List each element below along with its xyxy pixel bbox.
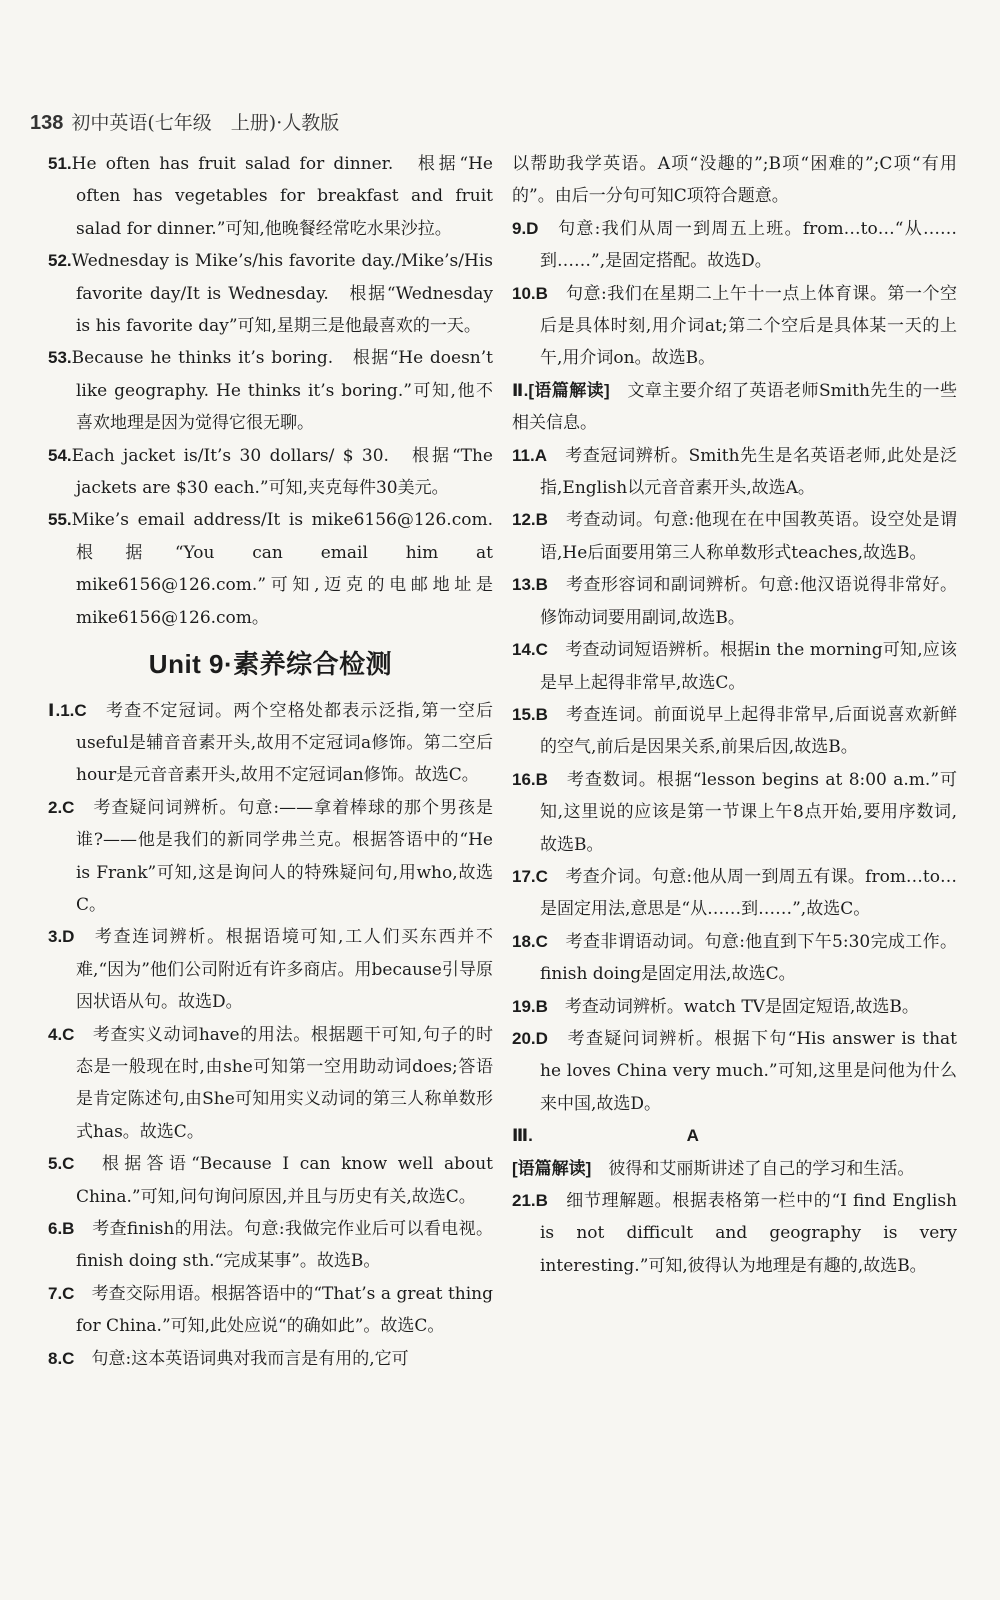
answer-item: 8.C 句意:这本英语词典对我而言是有用的,它可 [48,1348,409,1369]
answer-item: 7.C 考查交际用语。根据答语中的“That’s a great thing for China.”可知,此处应说“的确如此”。故选C。 [48,1283,494,1337]
answer-item: 16.B 考查数词。根据“lesson begins at 8:00 a.m.”可知,这里说的应该是第一节课上午8点开始,要用序数词,故选B。 [512,769,957,855]
right-column [512,148,957,1282]
section-iii-heading: Ⅲ. A [512,1120,957,1152]
page-number: 138 [30,112,64,134]
answer-item: 17.C 考查介词。句意:他从周一到周五有课。from…to…是固定用法,意思是“从……到……”,故选C。 [512,866,958,920]
answer-item: Ⅰ.1.C 考查不定冠词。两个空格处都表示泛指,第一空后useful是辅音音素开头,故用不定冠词a修饰。第二空后hour是元音音素开头,故用不定冠词an修饰。故选C。 [48,700,494,786]
section-ii-reading: Ⅱ.[语篇解读] 文章主要介绍了英语老师Smith先生的一些相关信息。 [512,380,958,434]
section-iii-reading: [语篇解读] 彼得和艾丽斯讲述了自己的学习和生活。 [512,1158,915,1179]
answer-item: 14.C 考查动词短语辨析。根据in the morning可知,应该是早上起得非常早,故选C。 [512,640,958,693]
answer-item: 51.He often has fruit salad for dinner. 根据“He often has vegetables for breakfast and fruit salad for dinner.”可知,他晚餐经常吃水果沙拉。 [48,154,493,239]
answer-item: 11.A 考查冠词辨析。Smith先生是名英语老师,此处是泛指,English以元音音素开头,故选A。 [512,445,958,499]
answer-item: 55.Mike’s email address/It is mike6156@126.com. 根据“You can email him at mike6156@126.com.”可知,迈克的电邮地址是mike6156@126.com。 [48,510,510,628]
answer-item: 4.C 考查实义动词have的用法。根据题干可知,句子的时态是一般现在时,由she可知第一空用助动词does;答语是肯定陈述句,由She可知用实义动词的第三人称单数形式has。故选C。 [48,1024,494,1142]
answer-item: 13.B 考查形容词和副词辨析。句意:他汉语说得非常好。修饰动词要用副词,故选B。 [512,575,957,628]
answer-item: 54.Each jacket is/It’s 30 dollars/ $ 30. 根据“The jackets are $30 each.”可知,夹克每件30美元。 [48,445,493,499]
passage-letter: A [686,1126,699,1146]
answer-item: 15.B 考查连词。前面说早上起得非常早,后面说喜欢新鲜的空气,前后是因果关系,前果后因,故选B。 [512,704,958,758]
answer-item: 6.B 考查finish的用法。句意:我做完作业后可以看电视。finish doing sth.“完成某事”。故选B。 [48,1219,494,1272]
left-column [48,148,510,1375]
answer-item: 19.B 考查动词辨析。watch TV是固定短语,故选B。 [512,996,919,1017]
book-title: 初中英语(七年级 上册)·人教版 [71,112,340,134]
answer-item: 53.Because he thinks it’s boring. 根据“He doesn’t like geography. He thinks it’s boring.”可知,他不喜欢地理是因为觉得它很无聊。 [48,348,493,434]
page-header [30,108,339,135]
answer-item: 10.B 句意:我们在星期二上午十一点上体育课。第一个空后是具体时刻,用介词at;第二个空后是具体某一天的上午,用介词on。故选B。 [512,283,957,369]
answer-item: 18.C 考查非谓语动词。句意:他直到下午5:30完成工作。finish doing是固定用法,故选C。 [512,931,958,985]
answer-item: 2.C 考查疑问词辨析。句意:——拿着棒球的那个男孩是谁?——他是我们的新同学弗兰克。根据答语中的“He is Frank”可知,这是询问人的特殊疑问句,用who,故选C。 [48,797,493,915]
answer-item: 3.D 考查连词辨析。根据语境可知,工人们买东西并不难,“因为”他们公司附近有许多商店。用because引导原因状语从句。故选D。 [48,927,494,1013]
unit-title: Unit 9·素养综合检测 [148,649,393,680]
continued-text: 以帮助我学英语。A项“没趣的”;B项“困难的”;C项“有用的”。由后一分句可知C项符合题意。 [512,154,957,207]
answer-item: 12.B 考查动词。句意:他现在在中国教英语。设空处是谓语,He后面要用第三人称单数形式teaches,故选B。 [512,510,957,563]
answer-item: 20.D 考查疑问词辨析。根据下句“His answer is that he loves China very much.”可知,这里是问他为什么来中国,故选D。 [512,1028,958,1114]
answer-item: 5.C 根据答语“Because I can know well about China.”可知,问句询问原因,并且与历史有关,故选C。 [48,1154,493,1207]
answer-item: 52.Wednesday is Mike’s/his favorite day./Mike’s/His favorite day/It is Wednesday. 根据“Wednesday is his favorite day”可知,星期三是他最喜欢的一天。 [48,251,493,337]
answer-item: 9.D 句意:我们从周一到周五上班。from…to…“从……到……”,是固定搭配。故选D。 [512,218,958,272]
answer-item: 21.B 细节理解题。根据表格第一栏中的“I find English is not difficult and geography is very interesting.”可知,彼得认为地理是有趣的,故选B。 [512,1191,957,1276]
